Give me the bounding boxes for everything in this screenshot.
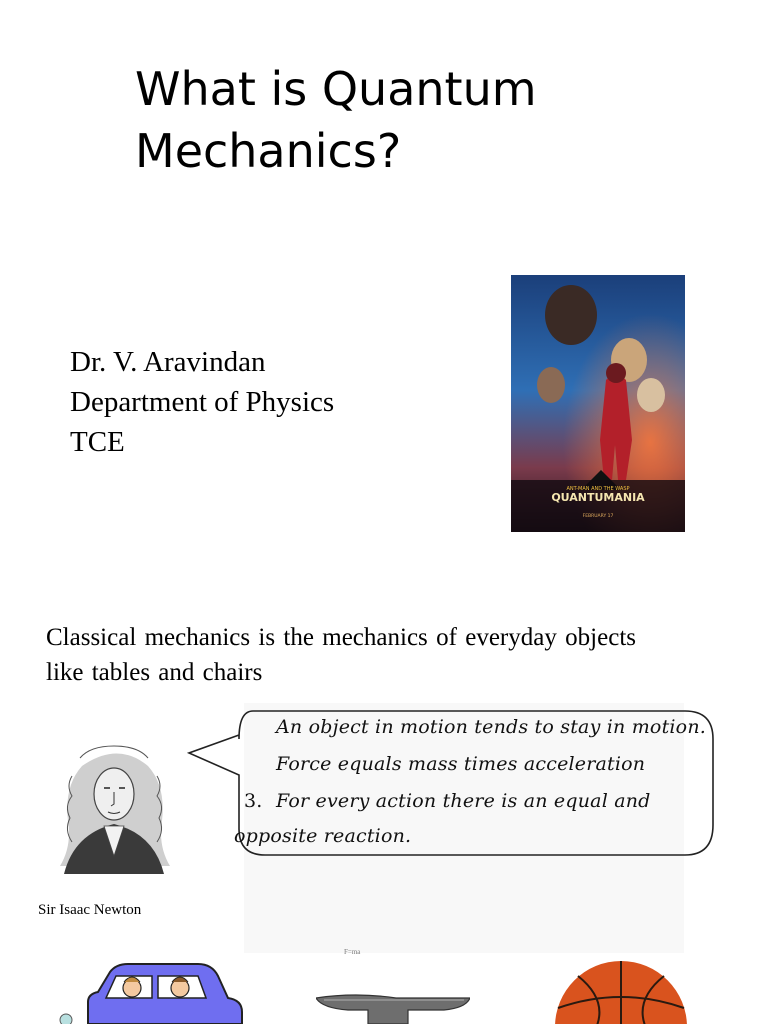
page-title — [135, 58, 695, 182]
poster-date: FEBRUARY 17 — [582, 514, 614, 519]
small-mark: F=ma — [344, 948, 361, 956]
newton-law-3: For every action there is an equal and — [276, 790, 651, 812]
anvil-image — [316, 994, 470, 1024]
newton-law-3-continued: opposite reaction. — [234, 825, 412, 847]
poster-headline: QUANTUMANIA — [551, 491, 645, 504]
author-department: Department of Physics — [70, 386, 335, 418]
movie-poster-image — [511, 275, 685, 532]
title-line-1: What is Quantum — [135, 62, 537, 116]
title-line-2: Mechanics? — [135, 124, 402, 178]
newton-law-1: An object in motion tends to stay in motion. — [276, 716, 706, 738]
newton-portrait-image — [42, 736, 187, 874]
newton-caption: Sir Isaac Newton — [38, 902, 142, 918]
newton-law-3-number: 3. — [244, 790, 263, 812]
classical-mechanics-text: Classical mechanics is the mechanics of everyday objects like tables and chairs — [46, 624, 636, 686]
author-name: Dr. V. Aravindan — [70, 346, 266, 378]
car-image — [58, 962, 248, 1024]
author-block — [70, 342, 334, 462]
author-institution: TCE — [70, 426, 125, 458]
basketball-image — [554, 960, 688, 1024]
newton-law-2: Force equals mass times acceleration — [276, 753, 646, 775]
poster-subheadline: ANT-MAN AND THE WASP — [566, 486, 630, 492]
